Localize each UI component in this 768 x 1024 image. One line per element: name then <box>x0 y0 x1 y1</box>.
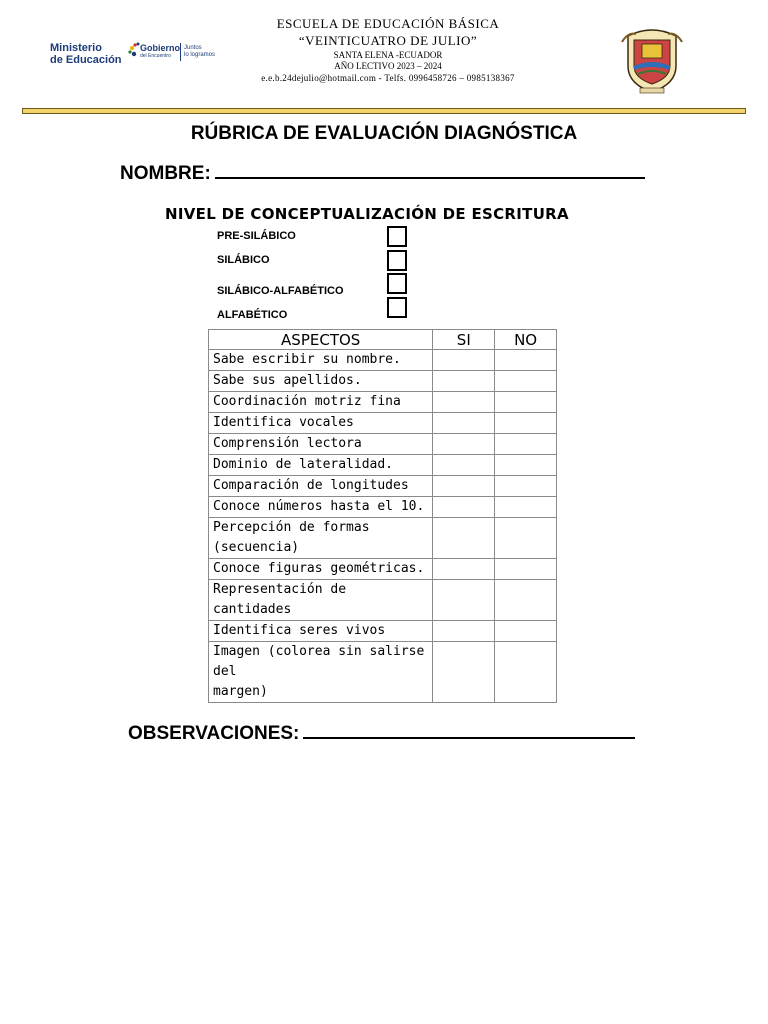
mark-cell-no[interactable] <box>495 518 557 559</box>
school-crest-icon <box>620 22 684 96</box>
aspect-label: Identifica vocales <box>209 413 433 434</box>
table-row <box>209 559 557 580</box>
mark-cell-si[interactable] <box>433 621 495 642</box>
table-row <box>209 580 557 621</box>
mark-cell-si[interactable] <box>433 413 495 434</box>
gobierno-subtitle: del Encuentro <box>140 53 171 59</box>
mark-cell-no[interactable] <box>495 476 557 497</box>
gobierno-separator <box>180 43 181 61</box>
level-checkbox-silabico[interactable] <box>387 250 407 271</box>
gobierno-title: Gobierno <box>140 43 180 53</box>
mark-cell-no[interactable] <box>495 559 557 580</box>
ministerio-line1: Ministerio <box>50 42 102 54</box>
header-divider-bar <box>22 108 746 114</box>
aspect-label: Identifica seres vivos <box>209 621 433 642</box>
aspect-label: Percepción de formas (secuencia) <box>209 518 433 559</box>
school-subtitle: “VEINTICUATRO DE JULIO” <box>298 33 478 48</box>
level-label-silabico-alfabetico: SILÁBICO-ALFABÉTICO <box>217 285 344 297</box>
letterhead <box>0 0 768 104</box>
table-row <box>209 621 557 642</box>
mark-cell-no[interactable] <box>495 413 557 434</box>
aspect-label: Coordinación motriz fina <box>209 392 433 413</box>
table-row <box>209 518 557 559</box>
aspects-table-header <box>209 330 557 350</box>
mark-cell-si[interactable] <box>433 371 495 392</box>
mark-cell-si[interactable] <box>433 642 495 703</box>
gobierno-motto <box>184 45 215 59</box>
school-contact: e.e.b.24dejulio@hotmail.com - Telfs. 0996458726 – 0985138367 <box>261 73 515 83</box>
name-blank-line[interactable] <box>215 159 645 179</box>
header-aspectos: ASPECTOS <box>209 330 433 350</box>
aspect-label: Comparación de longitudes <box>209 476 433 497</box>
ministerio-logo <box>50 42 122 66</box>
writing-level-title: NIVEL DE CONCEPTUALIZACIÓN DE ESCRITURA <box>165 205 569 223</box>
aspect-label: Comprensión lectora <box>209 434 433 455</box>
gobierno-motto-line2: lo logramos <box>184 52 216 58</box>
ministerio-line2: de Educación <box>50 54 122 66</box>
aspect-label: Imagen (colorea sin salirse del margen) <box>209 642 433 703</box>
table-row <box>209 434 557 455</box>
mark-cell-no[interactable] <box>495 642 557 703</box>
observations-field <box>128 719 635 746</box>
mark-cell-no[interactable] <box>495 350 557 371</box>
school-location: SANTA ELENA -ECUADOR <box>333 50 443 60</box>
table-row <box>209 497 557 518</box>
school-year: AÑO LECTIVO 2023 – 2024 <box>334 61 442 71</box>
table-row <box>209 413 557 434</box>
mark-cell-no[interactable] <box>495 621 557 642</box>
aspect-label: Conoce figuras geométricas. <box>209 559 433 580</box>
gobierno-name <box>140 44 180 59</box>
mark-cell-si[interactable] <box>433 392 495 413</box>
mark-cell-no[interactable] <box>495 497 557 518</box>
observations-label: OBSERVACIONES: <box>128 723 300 744</box>
aspect-label: Dominio de lateralidad. <box>209 455 433 476</box>
mark-cell-si[interactable] <box>433 518 495 559</box>
gobierno-motto-line1: Juntos <box>184 45 202 51</box>
aspects-table <box>208 329 557 703</box>
table-row <box>209 371 557 392</box>
aspect-label: Conoce números hasta el 10. <box>209 497 433 518</box>
mark-cell-si[interactable] <box>433 476 495 497</box>
school-info <box>230 16 546 84</box>
aspect-label: Sabe sus apellidos. <box>209 371 433 392</box>
level-checkbox-alfabetico[interactable] <box>387 297 407 318</box>
aspect-label: Sabe escribir su nombre. <box>209 350 433 371</box>
header-si: SI <box>433 330 495 350</box>
mark-cell-no[interactable] <box>495 371 557 392</box>
page-title: RÚBRICA DE EVALUACIÓN DIAGNÓSTICA <box>190 123 578 144</box>
mark-cell-si[interactable] <box>433 559 495 580</box>
mark-cell-no[interactable] <box>495 392 557 413</box>
observations-blank-line[interactable] <box>303 719 635 739</box>
aspects-table-body <box>209 350 557 703</box>
table-row <box>209 642 557 703</box>
header-no: NO <box>495 330 557 350</box>
school-name: ESCUELA DE EDUCACIÓN BÁSICA <box>276 16 500 31</box>
level-checkbox-pre-silabico[interactable] <box>387 226 407 247</box>
mark-cell-no[interactable] <box>495 580 557 621</box>
mark-cell-si[interactable] <box>433 580 495 621</box>
level-label-pre-silabico: PRE-SILÁBICO <box>217 230 296 242</box>
mark-cell-si[interactable] <box>433 350 495 371</box>
mark-cell-si[interactable] <box>433 497 495 518</box>
level-label-alfabetico: ALFABÉTICO <box>217 309 288 321</box>
mark-cell-si[interactable] <box>433 455 495 476</box>
table-row <box>209 392 557 413</box>
level-label-silabico: SILÁBICO <box>217 254 270 266</box>
table-row <box>209 476 557 497</box>
mark-cell-no[interactable] <box>495 434 557 455</box>
mark-cell-si[interactable] <box>433 434 495 455</box>
table-row <box>209 455 557 476</box>
table-row <box>209 350 557 371</box>
level-checkbox-silabico-alfabetico[interactable] <box>387 273 407 294</box>
name-field <box>120 159 645 186</box>
name-label: NOMBRE: <box>120 163 211 184</box>
mark-cell-no[interactable] <box>495 455 557 476</box>
aspect-label: Representación de cantidades <box>209 580 433 621</box>
